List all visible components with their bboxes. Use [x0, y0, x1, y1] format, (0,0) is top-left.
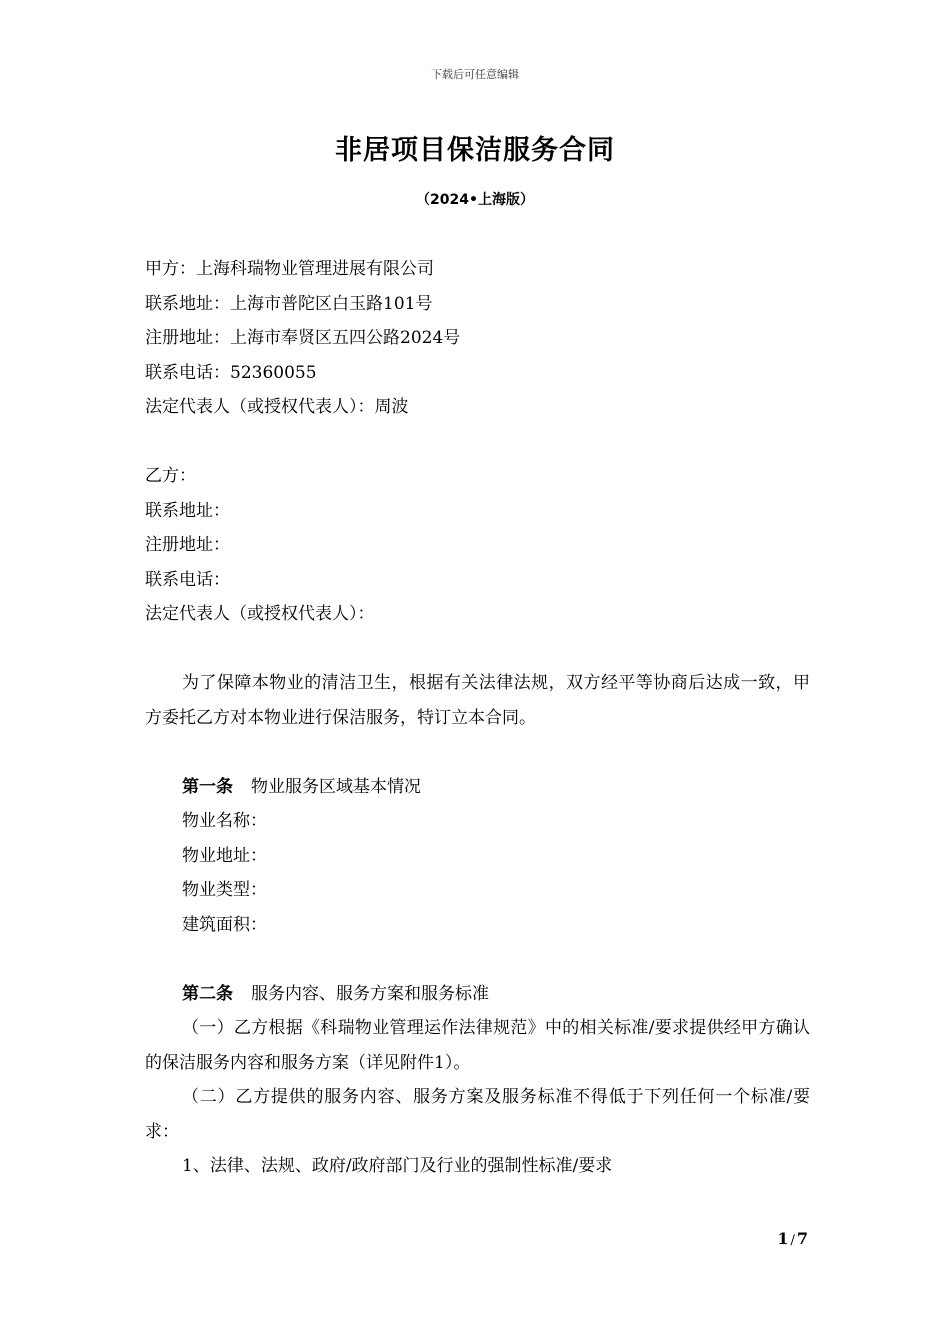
- page-number: [777, 1229, 808, 1248]
- article-1-item: 物业类型：: [182, 880, 267, 900]
- page-number-total: 7: [796, 1229, 808, 1248]
- document-subtitle: （2024•上海版）: [416, 192, 534, 208]
- spacer: [145, 942, 810, 977]
- article-1-item: 建筑面积：: [182, 914, 267, 935]
- party-a-representative: 法定代表人（或授权代表人）：周波: [145, 397, 409, 417]
- preamble-paragraph: 为了保障本物业的清洁卫生，根据有关法律法规，双方经平等协商后达成一致，甲方委托乙方对本物业进行保洁服务，特订立本合同。: [145, 673, 810, 728]
- article-1-item: 物业地址：: [182, 845, 267, 866]
- spacer: [145, 735, 810, 770]
- article-2-header: [145, 977, 810, 1012]
- article-2-paragraph-2: （二）乙方提供的服务内容、服务方案及服务标准不得低于下列任何一个标准/要求：: [145, 1087, 810, 1142]
- document-title: 非居项目保洁服务合同: [335, 135, 615, 166]
- spacer: [145, 425, 810, 460]
- article-1-title: 物业服务区域基本情况: [251, 776, 421, 797]
- page-number-separator: /: [790, 1233, 795, 1248]
- party-b-contact-address: 联系地址：: [145, 500, 230, 521]
- article-2-paragraph-1: （一）乙方根据《科瑞物业管理运作法律规范》中的相关标准/要求提供经甲方确认的保洁服务内容和服务方案（详见附件1）。: [145, 1018, 810, 1073]
- page-number-current: 1: [777, 1229, 789, 1248]
- party-a-registered-address: 注册地址：上海市奉贤区五四公路2024号: [145, 328, 461, 348]
- article-1-number: 第一条: [182, 776, 233, 797]
- party-a-phone: 联系电话：52360055: [145, 362, 317, 383]
- party-a-contact-address: 联系地址：上海市普陀区白玉路101号: [145, 293, 433, 314]
- header-note: 下载后可任意编辑: [431, 68, 519, 81]
- article-2-number: 第二条: [182, 983, 233, 1004]
- article-1-header: [145, 770, 810, 805]
- party-b-registered-address: 注册地址：: [145, 535, 230, 555]
- document-body: [145, 252, 810, 1184]
- party-b-representative: 法定代表人（或授权代表人）：: [145, 604, 375, 624]
- article-2-title: 服务内容、服务方案和服务标准: [251, 983, 489, 1004]
- article-1-item: 物业名称：: [182, 811, 267, 831]
- party-a-name: 甲方：上海科瑞物业管理进展有限公司: [145, 259, 434, 279]
- article-2-paragraph-3: 1、法律、法规、政府/政府部门及行业的强制性标准/要求: [182, 1156, 613, 1176]
- party-b-name: 乙方：: [145, 466, 196, 486]
- party-b-phone: 联系电话：: [145, 569, 230, 590]
- spacer: [145, 632, 810, 667]
